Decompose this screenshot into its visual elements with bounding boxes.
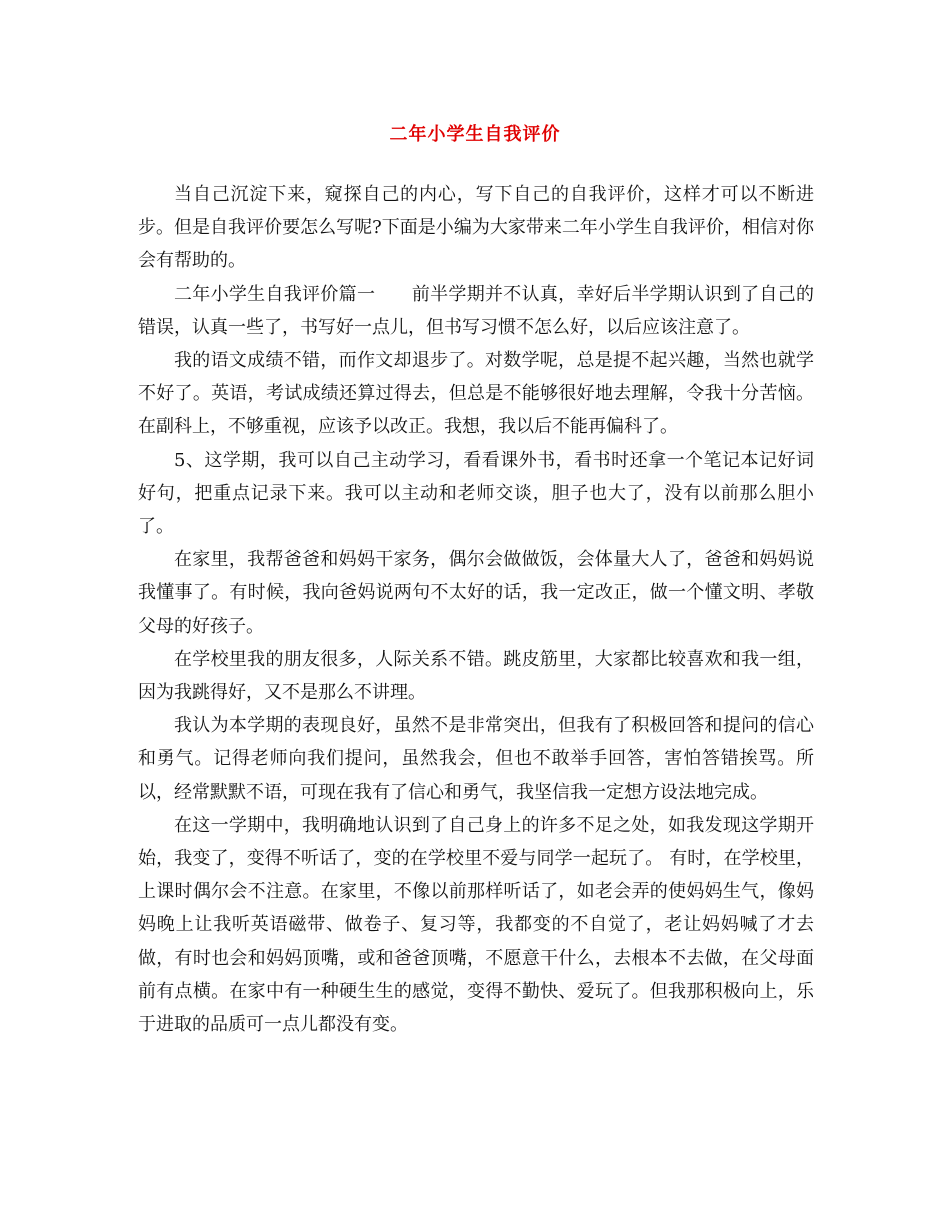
document-body [138,178,814,1041]
paragraph-school-friends: 在学校里我的朋友很多，人际关系不错。跳皮筋里，大家都比较喜欢和我一组，因为我跳得好，又不是那么不讲理。 [138,648,814,704]
document-title: 二年小学生自我评价 [389,124,561,145]
paragraph-section-one: 二年小学生自我评价篇一 前半学期并不认真，幸好后半学期认识到了自己的错误，认真一些了，书写好一点儿，但书写习惯不怎么好，以后应该注意了。 [138,283,814,338]
paragraph-grades: 我的语文成绩不错，而作文却退步了。对数学呢，总是提不起兴趣，当然也就学不好了。英语，考试成绩还算过得去，但总是不能够很好地去理解，令我十分苦恼。在副科上，不够重视，应该予以改正。我想，我以后不能再偏科了。 [138,350,814,438]
paragraph-home: 在家里，我帮爸爸和妈妈干家务，偶尔会做做饭，会体量大人了，爸爸和妈妈说我懂事了。有时候，我向爸妈说两句不太好的话，我一定改正，做一个懂文明、孝敬父母的好孩子。 [138,549,814,637]
paragraph-intro: 当自己沉淀下来，窥探自己的内心，写下自己的自我评价，这样才可以不断进步。但是自我评价要怎么写呢?下面是小编为大家带来二年小学生自我评价，相信对你会有帮助的。 [138,184,814,272]
paragraph-shortcomings: 在这一学期中，我明确地认识到了自己身上的许多不足之处，如我发现这学期开始，我变了，变得不听话了，变的在学校里不爱与同学一起玩了。 有时，在学校里，上课时偶尔会不注意。在家里，不像以前那样听话了，如老会弄的使妈妈生气，像妈妈晚上让我听英语磁带、做卷子、复习等，我都变的不自觉了，老让妈妈喊了才去做，有时也会和妈妈顶嘴，或和爸爸顶嘴，不愿意干什么，去根本不去做，在父母面前有点横。在家中有一种硬生生的感觉，变得不勤快、爱玩了。但我那积极向上，乐于进取的品质可一点儿都没有变。 [138,814,814,1036]
paragraph-self-study: 5、这学期，我可以自己主动学习，看看课外书，看书时还拿一个笔记本记好词好句，把重点记录下来。我可以主动和老师交谈，胆子也大了，没有以前那么胆小了。 [138,449,814,538]
paragraph-performance: 我认为本学期的表现良好，虽然不是非常突出，但我有了积极回答和提问的信心和勇气。记得老师向我们提问，虽然我会，但也不敢举手回答，害怕答错挨骂。所以，经常默默不语，可现在我有了信心和勇气，我坚信我一定想方设法地完成。 [138,715,814,803]
